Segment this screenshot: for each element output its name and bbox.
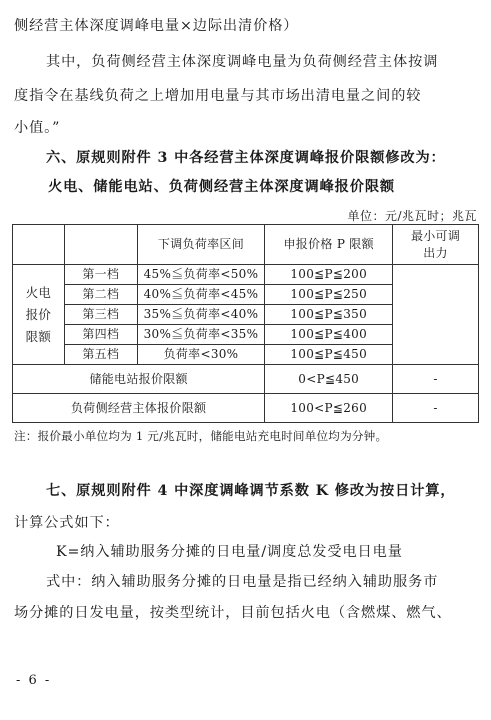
tier-cell: 第一档: [64, 265, 137, 285]
range-cell: 40%≦负荷率<45%: [137, 285, 265, 305]
table-row-storage: [13, 365, 479, 394]
tier-cell: 第四档: [64, 325, 137, 345]
section-heading-6: 六、原规则附件 3 中各经营主体深度调峰报价限额修改为：: [46, 150, 446, 166]
formula-line: K=纳入辅助服务分摊的日电量/调度总发受电日电量: [56, 544, 403, 560]
limit-cell: 100≦P≦400: [265, 325, 393, 345]
table-unit: 单位：元/兆瓦时；兆瓦: [347, 209, 477, 223]
min-output-blank-cell: [393, 265, 479, 365]
table-row: [13, 265, 479, 285]
range-cell: 30%≦负荷率<35%: [137, 325, 265, 345]
tier-cell: 第五档: [64, 345, 137, 365]
load-limit: 100<P≦260: [265, 394, 393, 423]
header-min-output: 最小可调出力: [393, 225, 479, 265]
paragraph-line: 其中，负荷侧经营主体深度调峰电量为负荷侧经营主体按调: [46, 54, 439, 70]
load-min-output: -: [393, 394, 479, 423]
paragraph-line: 式中：纳入辅助服务分摊的日电量是指已经纳入辅助服务市: [46, 574, 439, 590]
limit-cell: 100≦P≦200: [265, 265, 393, 285]
paragraph-line: 度指令在基线负荷之上增加用电量与其市场出清电量之间的较: [14, 88, 422, 104]
table-row-load: [13, 394, 479, 423]
load-label: 负荷侧经营主体报价限额: [13, 394, 265, 423]
page-number: - 6 -: [16, 673, 52, 688]
storage-label: 储能电站报价限额: [13, 365, 265, 394]
section-heading-7: 七、原规则附件 4 中深度调峰调节系数 K 修改为按日计算，: [46, 483, 456, 499]
range-cell: 45%≦负荷率<50%: [137, 265, 265, 285]
limit-cell: 100≦P≦450: [265, 345, 393, 365]
header-blank-cell: [64, 225, 137, 265]
paragraph-line: 侧经营主体深度调峰电量×边际出清价格）: [14, 18, 299, 34]
header-limit: 申报价格 P 限额: [265, 225, 393, 265]
table-title: 火电、储能电站、负荷侧经营主体深度调峰报价限额: [48, 179, 396, 195]
storage-limit: 0<P≦450: [265, 365, 393, 394]
header-range: 下调负荷率区间: [137, 225, 265, 265]
paragraph-line: 计算公式如下：: [14, 515, 120, 531]
tier-cell: 第二档: [64, 285, 137, 305]
header-blank-cell: [13, 225, 65, 265]
storage-min-output: -: [393, 365, 479, 394]
bid-limit-table: [12, 224, 479, 423]
range-cell: 负荷率<30%: [137, 345, 265, 365]
limit-cell: 100≦P≦350: [265, 305, 393, 325]
table-note: 注：报价最小单位均为 1 元/兆瓦时，储能电站充电时间单位均为分钟。: [14, 429, 388, 443]
table-header-row: [13, 225, 479, 265]
paragraph-line: 场分摊的日发电量，按类型统计，目前包括火电（含燃煤、燃气、: [14, 605, 452, 621]
group-label-thermal: 火电报价限额: [13, 265, 65, 365]
limit-cell: 100≦P≦250: [265, 285, 393, 305]
paragraph-line: 小值。”: [14, 120, 61, 136]
tier-cell: 第三档: [64, 305, 137, 325]
range-cell: 35%≦负荷率<40%: [137, 305, 265, 325]
